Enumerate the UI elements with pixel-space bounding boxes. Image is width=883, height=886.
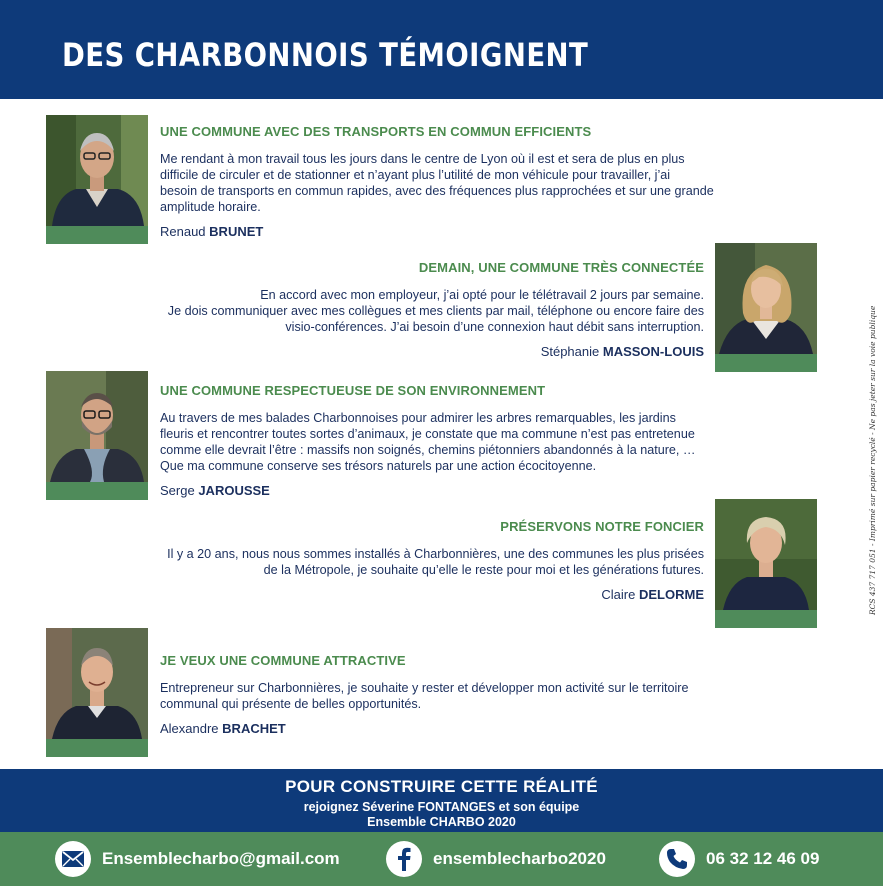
facebook-icon xyxy=(386,841,422,877)
portrait-stephanie-masson-louis xyxy=(715,243,817,372)
text-line: amplitude horaire. xyxy=(160,200,261,214)
text-line: Il y a 20 ans, nous nous sommes installés à Charbonnières, une des communes les plus prisées xyxy=(167,547,704,561)
text-line: visio-conférences. J’ai besoin d’une connexion haut débit sans interruption. xyxy=(285,320,704,334)
text-line: difficile de circuler et de stationner et n’ayant plus l’utilité de mon véhicule pour travailler, j’ai xyxy=(160,168,671,182)
phone-contact[interactable] xyxy=(659,841,819,877)
testimonial-title: UNE COMMUNE AVEC DES TRANSPORTS EN COMMUN EFFICIENTS xyxy=(160,124,592,139)
phone-icon xyxy=(659,841,695,877)
phone-number[interactable]: 06 32 12 46 09 xyxy=(706,849,820,868)
author-first-name: Stéphanie xyxy=(540,344,600,359)
portrait-claire-delorme xyxy=(715,499,817,628)
testimonial-text xyxy=(160,680,770,712)
testimonial-environnement xyxy=(160,383,770,498)
facebook-handle[interactable]: ensemblecharbo2020 xyxy=(433,849,606,868)
text-line: Me rendant à mon travail tous les jours dans le centre de Lyon où il est et sera de plus en plus xyxy=(160,152,685,166)
call-to-action-banner xyxy=(0,769,883,832)
cta-team-name: Ensemble CHARBO 2020 xyxy=(367,815,516,829)
testimonial-attractive xyxy=(160,653,770,736)
photo-caption-bar xyxy=(46,739,148,757)
text-line: besoin de transports en commun rapides, avec des fréquences plus rapprochées et sur une grande xyxy=(160,184,714,198)
photo-caption-bar xyxy=(715,610,817,628)
text-line: fleuris et rencontrer toutes sortes d’animaux, je constate que ma commune n’est pas entretenue xyxy=(160,427,695,441)
author-first-name: Renaud xyxy=(160,224,206,239)
testimonial-title: PRÉSERVONS NOTRE FONCIER xyxy=(500,519,704,534)
cta-subline: rejoignez Séverine FONTANGES et son équipe xyxy=(303,800,580,814)
contact-footer xyxy=(0,832,883,886)
testimonial-text xyxy=(100,287,704,335)
testimonial-title: DEMAIN, UNE COMMUNE TRÈS CONNECTÉE xyxy=(418,260,704,275)
author-signature xyxy=(160,224,770,239)
author-last-name: BRUNET xyxy=(209,224,264,239)
testimonial-text xyxy=(160,410,770,474)
header-banner xyxy=(0,0,883,99)
email-contact[interactable] xyxy=(55,841,340,877)
author-signature xyxy=(160,483,770,498)
text-line: comme elle devrait l’être : massifs non soignés, chemins piétonniers abandonnés à la nature, … xyxy=(160,443,696,457)
photo-caption-bar xyxy=(46,226,148,244)
testimonial-foncier xyxy=(100,519,704,602)
envelope-icon xyxy=(55,841,91,877)
text-line: Je dois communiquer avec mes collègues et mes clients par mail, téléphone ou encore faire des xyxy=(167,304,704,318)
text-line: Entrepreneur sur Charbonnières, je souhaite y rester et développer mon activité sur le territoire xyxy=(160,681,689,695)
testimonial-text xyxy=(100,546,704,578)
testimonial-text xyxy=(160,151,770,215)
author-last-name: DELORME xyxy=(639,587,704,602)
testimonial-transports xyxy=(160,124,770,239)
author-last-name: BRACHET xyxy=(222,721,286,736)
testimonial-title: JE VEUX UNE COMMUNE ATTRACTIVE xyxy=(160,653,406,668)
testimonial-title: UNE COMMUNE RESPECTUEUSE DE SON ENVIRONNEMENT xyxy=(160,383,546,398)
author-first-name: Alexandre xyxy=(160,721,219,736)
author-signature xyxy=(100,587,704,602)
portrait-serge-jarousse xyxy=(46,371,148,500)
portrait-alexandre-brachet xyxy=(46,628,148,757)
legal-side-note: RCS 437 717 051 - Imprimé sur papier recyclé - Ne pas jeter sur la voie publique xyxy=(868,305,877,615)
text-line: Que ma commune conserve ses trésors naturels par une action écocitoyenne. xyxy=(160,459,597,473)
author-signature xyxy=(100,344,704,359)
portrait-renaud-brunet xyxy=(46,115,148,244)
email-address[interactable]: Ensemblecharbo@gmail.com xyxy=(102,849,340,868)
photo-caption-bar xyxy=(46,482,148,500)
cta-headline: POUR CONSTRUIRE CETTE RÉALITÉ xyxy=(285,777,598,796)
photo-caption-bar xyxy=(715,354,817,372)
author-last-name: JAROUSSE xyxy=(198,483,270,498)
text-line: En accord avec mon employeur, j’ai opté pour le télétravail 2 jours par semaine. xyxy=(260,288,704,302)
author-last-name: MASSON-LOUIS xyxy=(602,344,704,359)
author-first-name: Claire xyxy=(601,587,636,602)
testimonial-connectee xyxy=(100,260,704,359)
page-title: DES CHARBONNOIS TÉMOIGNENT xyxy=(62,36,589,74)
text-line: Au travers de mes balades Charbonnoises pour admirer les arbres remarquables, les jardins xyxy=(160,411,676,425)
text-line: communal qui présente de belles opportunités. xyxy=(160,697,422,711)
author-signature xyxy=(160,721,770,736)
author-first-name: Serge xyxy=(160,483,195,498)
facebook-contact[interactable] xyxy=(386,841,606,877)
text-line: de la Métropole, je souhaite qu’elle le reste pour moi et les générations futures. xyxy=(263,563,704,577)
